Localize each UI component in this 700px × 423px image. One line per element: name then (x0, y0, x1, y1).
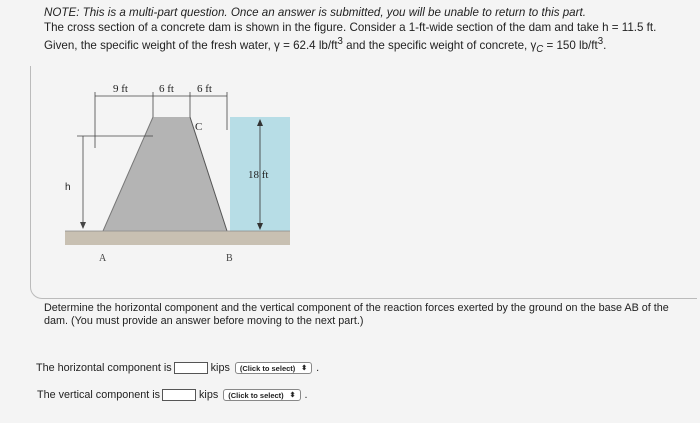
dim-9ft: 9 ft (113, 83, 128, 95)
dim-6ft-b: 6 ft (197, 83, 212, 95)
given-line: Given, the specific weight of the fresh water, γ = 62.4 $lb/ft^3$ and the specific weight of concrete, $\gamma_C = 150$ $lb/ft^3$. (44, 36, 607, 56)
period: . (304, 389, 308, 401)
label-h: h (65, 182, 71, 193)
chevron-updown-icon: ⬍ (301, 365, 308, 372)
label-b: B (226, 253, 233, 264)
select-text: (Click to select) (239, 363, 296, 373)
horizontal-direction-select[interactable] (235, 362, 312, 374)
horizontal-input[interactable] (174, 362, 208, 374)
chevron-updown-icon: ⬍ (289, 392, 296, 399)
depth-label: 18 ft (248, 169, 269, 181)
dim-6ft-a: 6 ft (159, 83, 174, 95)
dam-figure (55, 78, 305, 268)
vertical-unit: kips (199, 389, 219, 401)
h-arrow-bottom (80, 222, 86, 229)
select-text: (Click to select) (228, 390, 284, 400)
ground (65, 231, 290, 245)
period: . (316, 362, 320, 374)
vertical-row (37, 389, 308, 401)
vertical-label: The vertical component is (37, 389, 161, 401)
note-line: NOTE: This is a multi-part question. Once an answer is submitted, you will be unable to return to this part. (44, 6, 586, 19)
label-c: C (195, 121, 203, 133)
horizontal-unit: kips (210, 362, 230, 374)
description-line: The cross section of a concrete dam is shown in the figure. Consider a 1-ft-wide section of the dam and take h = 11.5 ft. (44, 20, 657, 34)
vertical-input[interactable] (162, 389, 196, 401)
problem-statement (44, 6, 684, 58)
horizontal-row (36, 362, 319, 374)
horizontal-label: The horizontal component is (36, 362, 172, 374)
vertical-direction-select[interactable] (223, 389, 300, 401)
label-a: A (99, 253, 107, 264)
question-text: Determine the horizontal component and the vertical component of the reaction forces exerted by the ground on the base AB of the dam. (You must provide an answer before moving to the next part.) (44, 302, 669, 327)
